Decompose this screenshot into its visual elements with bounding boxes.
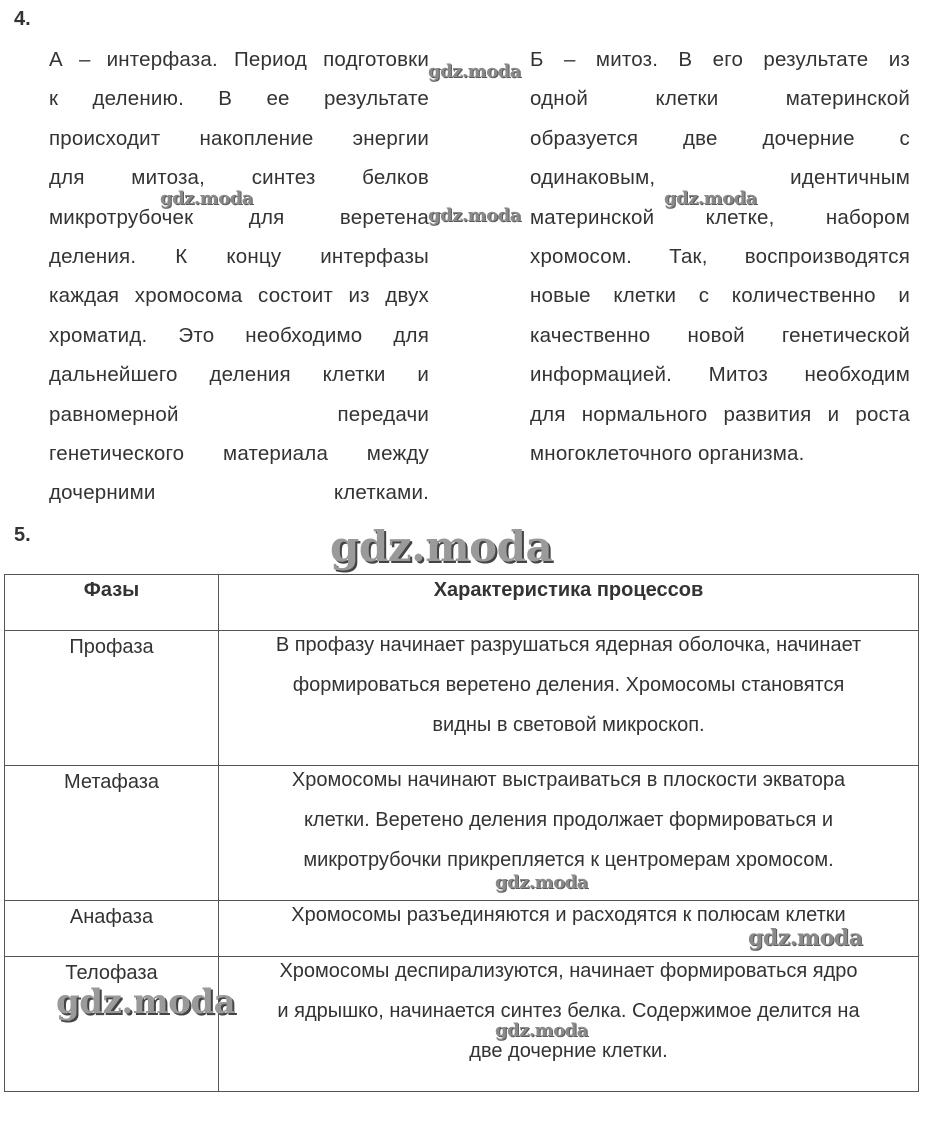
task-4-column-a — [49, 40, 429, 513]
text-line: для митоза, синтез белков — [49, 166, 429, 190]
table-row — [5, 631, 919, 766]
phase-label: Анафаза — [69, 906, 154, 928]
description-line: микротрубочки прикрепляется к центромерам хромосом. — [303, 849, 834, 871]
phase-description — [219, 901, 919, 957]
table-header-row — [5, 575, 919, 631]
text-line: хромосом. Так, воспроизводятся — [530, 245, 910, 269]
phase-label: Метафаза — [63, 771, 160, 793]
table-row — [5, 957, 919, 1092]
phase-name — [5, 901, 219, 957]
text-line: хроматид. Это необходимо для — [49, 323, 429, 347]
description-line: клетки. Веретено деления продолжает формироваться и — [303, 809, 834, 831]
description-line: В профазу начинает разрушаться ядерная оболочка, начинает — [275, 634, 862, 656]
text-line: дочерними клетками. — [49, 481, 429, 505]
phase-name — [5, 631, 219, 766]
text-line: одной клетки материнской — [530, 87, 910, 111]
phase-name — [5, 766, 219, 901]
description-line: Хромосомы начинают выстраиваться в плоскости экватора — [291, 769, 846, 791]
text-line: деления. К концу интерфазы — [49, 245, 429, 269]
task-5-number: 5. — [14, 524, 31, 546]
text-line: многоклеточного организма. — [530, 442, 805, 466]
phase-description — [219, 957, 919, 1092]
text-line: каждая хромосома состоит из двух — [49, 284, 429, 308]
description-line: формироваться веретено деления. Хромосомы становятся — [292, 674, 845, 696]
text-line: генетического материала между — [49, 442, 429, 466]
watermark: gdz.moda — [428, 61, 521, 82]
header-phases: Фазы — [5, 575, 219, 631]
text-line: происходит накопление энергии — [49, 126, 429, 150]
header-description: Характеристика процессов — [219, 575, 919, 631]
phases-table — [4, 574, 919, 1092]
phase-name — [5, 957, 219, 1092]
watermark: gdz.moda — [160, 188, 253, 209]
task-4-column-b — [530, 40, 910, 473]
text-line: материнской клетке, набором — [530, 205, 910, 229]
text-line: дальнейшего деления клетки и — [49, 363, 429, 387]
description-line: Хромосомы деспирализуются, начинает формироваться ядро — [279, 960, 858, 982]
phase-description — [219, 631, 919, 766]
text-line: качественно новой генетической — [530, 323, 910, 347]
text-line: микротрубочек для веретена — [49, 205, 429, 229]
text-line: А – интерфаза. Период подготовки — [49, 48, 429, 71]
description-line: Хромосомы разъединяются и расходятся к полюсам клетки — [291, 904, 846, 926]
text-line: образуется две дочерние с — [530, 126, 910, 150]
description-line: две дочерние клетки. — [469, 1040, 668, 1062]
text-line: новые клетки с количественно и — [530, 284, 910, 308]
task-4-number: 4. — [14, 8, 31, 30]
watermark: gdz.moda — [664, 188, 757, 209]
phase-label: Профаза — [69, 636, 154, 658]
watermark: gdz.moda — [495, 1020, 588, 1041]
text-line: одинаковым, идентичным — [530, 166, 910, 190]
text-line: информацией. Митоз необходим — [530, 363, 910, 387]
description-line: и ядрышко, начинается синтез белка. Содержимое делится на — [277, 1000, 860, 1022]
watermark: gdz.moda — [495, 872, 588, 893]
table-row — [5, 901, 919, 957]
phase-description — [219, 766, 919, 901]
text-line: равномерной передачи — [49, 402, 429, 426]
watermark: gdz.moda — [330, 522, 553, 571]
table-row — [5, 766, 919, 901]
watermark: gdz.moda — [56, 982, 236, 1022]
text-line: к делению. В ее результате — [49, 87, 429, 111]
watermark: gdz.moda — [428, 205, 521, 226]
description-line: видны в световой микроскоп. — [432, 714, 705, 736]
watermark: gdz.moda — [748, 925, 863, 951]
text-line: для нормального развития и роста — [530, 402, 910, 426]
text-line: Б – митоз. В его результате из — [530, 48, 910, 71]
phase-label: Телофаза — [65, 962, 158, 984]
